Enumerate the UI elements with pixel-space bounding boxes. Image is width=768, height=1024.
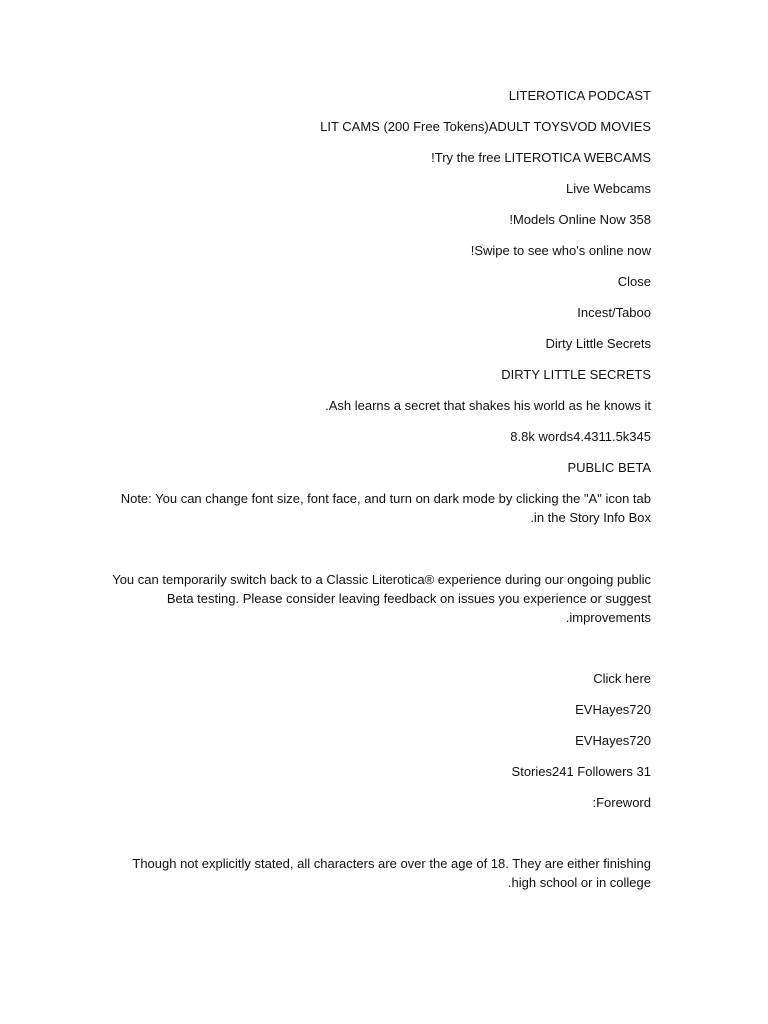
foreword-text	[106, 854, 651, 892]
classic-notice-line: Beta testing. Please consider leaving feedback on issues you experience or suggest	[166, 591, 651, 606]
author-stats: Stories241 Followers 31	[511, 764, 651, 779]
foreword-line: Though not explicitly stated, all characters are over the age of 18. They are either finishing	[132, 856, 651, 871]
webcams-promo[interactable]: !Try the free LITEROTICA WEBCAMS	[431, 150, 651, 165]
swipe-hint: !Swipe to see who's online now	[470, 243, 651, 258]
live-webcams-label: Live Webcams	[565, 181, 651, 196]
public-beta-label: PUBLIC BETA	[567, 460, 651, 475]
author-name-link[interactable]: EVHayes720	[575, 733, 651, 748]
author-name[interactable]: EVHayes720	[575, 702, 651, 717]
story-title: Dirty Little Secrets	[545, 336, 651, 351]
category-link[interactable]: Incest/Taboo	[577, 305, 651, 320]
classic-notice-line: You can temporarily switch back to a Classic Literotica® experience during our ongoing public	[112, 572, 651, 587]
foreword-heading: :Foreword	[592, 795, 651, 810]
podcast-link[interactable]: LITEROTICA PODCAST	[508, 88, 651, 103]
story-stats: 8.8k words4.4311.5k345	[510, 429, 651, 444]
click-here-link[interactable]: Click here	[593, 671, 651, 686]
story-description: .Ash learns a secret that shakes his world as he knows it	[325, 398, 651, 413]
classic-notice-line: .improvements	[565, 610, 651, 625]
beta-note-line: .in the Story Info Box	[530, 510, 651, 525]
story-title-caps: DIRTY LITTLE SECRETS	[501, 367, 651, 382]
classic-notice	[106, 570, 651, 627]
models-online-count: !Models Online Now 358	[509, 212, 651, 227]
nav-links[interactable]: LIT CAMS (200 Free Tokens)ADULT TOYSVOD MOVIES	[320, 119, 651, 134]
foreword-line: .high school or in college	[507, 875, 651, 890]
close-button[interactable]: Close	[617, 274, 651, 289]
beta-note	[106, 489, 651, 527]
beta-note-line: Note: You can change font size, font face, and turn on dark mode by clicking the "A" icon tab	[120, 491, 651, 506]
